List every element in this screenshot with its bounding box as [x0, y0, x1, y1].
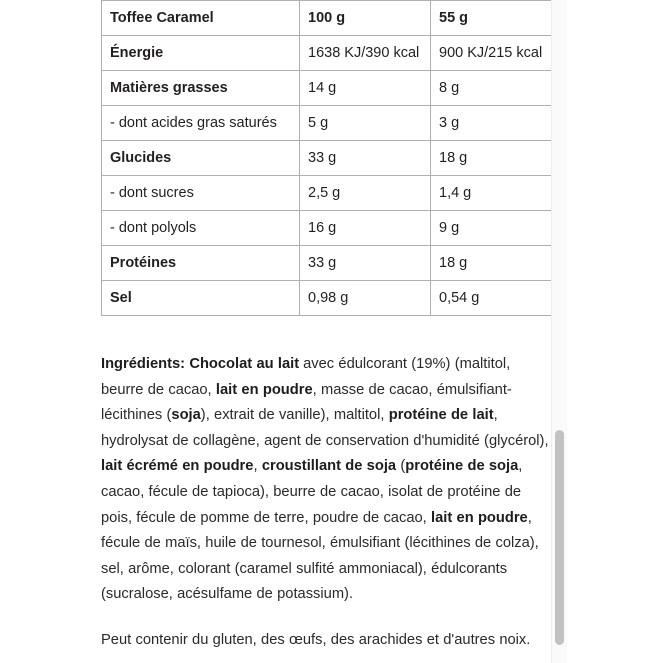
table-row — [102, 106, 555, 141]
nutrient-value-serving: 0,54 g — [431, 281, 555, 316]
nutrient-value-serving: 900 KJ/215 kcal — [431, 36, 555, 71]
nutrient-value-serving: 8 g — [431, 71, 555, 106]
nutrient-label: Sel — [102, 281, 300, 316]
allergen-term: protéine de soja — [405, 458, 519, 475]
ingredient-text: ), extrait de vanille), maltitol, — [200, 407, 389, 424]
table-row — [102, 71, 555, 106]
allergen-term: lait en poudre — [431, 509, 528, 526]
ingredient-text: avec édulcorant (19%) (maltitol, beurre de cacao, — [101, 356, 511, 398]
nutrition-table-body — [102, 1, 555, 316]
allergen-notice: Peut contenir du gluten, des œufs, des arachides et d'autres noix. — [101, 631, 531, 648]
table-header-row — [102, 1, 555, 36]
nutrient-value-serving: 1,4 g — [431, 176, 555, 211]
nutrient-value-100g: 0,98 g — [300, 281, 431, 316]
nutrient-label: Glucides — [102, 141, 300, 176]
table-row — [102, 211, 555, 246]
nutrient-value-serving: 18 g — [431, 246, 555, 281]
table-header-product: Toffee Caramel — [102, 1, 300, 36]
allergen-term: protéine de lait — [388, 407, 494, 424]
ingredients-paragraph — [101, 352, 553, 608]
ingredient-text: ( — [396, 458, 406, 475]
nutrient-label: - dont acides gras saturés — [102, 106, 300, 141]
allergen-term: soja — [171, 407, 201, 424]
table-row — [102, 246, 555, 281]
nutrient-value-serving: 9 g — [431, 211, 555, 246]
table-header-per-serving: 55 g — [431, 1, 555, 36]
table-row — [102, 36, 555, 71]
ingredient-text: , cacao, fécule de tapioca), beurre de cacao, isolat de protéine de pois, fécule de pomme de terre, poudre de cacao, — [101, 458, 523, 526]
nutrient-label: - dont polyols — [102, 211, 300, 246]
table-row — [102, 141, 555, 176]
nutrient-value-serving: 3 g — [431, 106, 555, 141]
nutrient-value-100g: 16 g — [300, 211, 431, 246]
nutrient-value-serving: 18 g — [431, 141, 555, 176]
table-row — [102, 281, 555, 316]
allergen-term: lait en poudre — [215, 381, 313, 398]
ingredient-text: , hydrolysat de collagène, agent de conservation d'humidité (glycérol), — [101, 407, 549, 449]
nutrient-label: Protéines — [102, 246, 300, 281]
nutrient-value-100g: 5 g — [300, 106, 431, 141]
table-header-per-100g: 100 g — [300, 1, 431, 36]
ingredients-heading: Ingrédients: Chocolat au lait — [101, 356, 300, 372]
allergen-term: croustillant de soja — [261, 458, 397, 475]
ingredient-text: , — [253, 458, 262, 475]
ingredients-body — [101, 356, 549, 602]
nutrient-value-100g: 33 g — [300, 246, 431, 281]
nutrient-label: Matières grasses — [102, 71, 300, 106]
nutrient-label: - dont sucres — [102, 176, 300, 211]
nutrition-table — [101, 0, 555, 316]
product-text-block — [101, 352, 553, 654]
table-row — [102, 176, 555, 211]
ingredient-text: , masse de cacao, émulsifiant-lécithines ( — [101, 381, 512, 424]
vertical-scrollbar-thumb[interactable] — [555, 430, 564, 645]
vertical-scrollbar-track[interactable] — [551, 0, 567, 663]
nutrient-value-100g: 33 g — [300, 141, 431, 176]
nutrient-value-100g: 2,5 g — [300, 176, 431, 211]
nutrient-label: Énergie — [102, 36, 300, 71]
ingredient-text: , fécule de maïs, huile de tournesol, émulsifiant (lécithines de colza), sel, arôme, colorant (caramel sulfité ammoniacal), édulcorants (sucralose, acésulfame de potassium). — [101, 509, 539, 603]
allergen-term: lait écrémé en poudre — [101, 458, 254, 475]
nutrient-value-100g: 14 g — [300, 71, 431, 106]
nutrient-value-100g: 1638 KJ/390 kcal — [300, 36, 431, 71]
